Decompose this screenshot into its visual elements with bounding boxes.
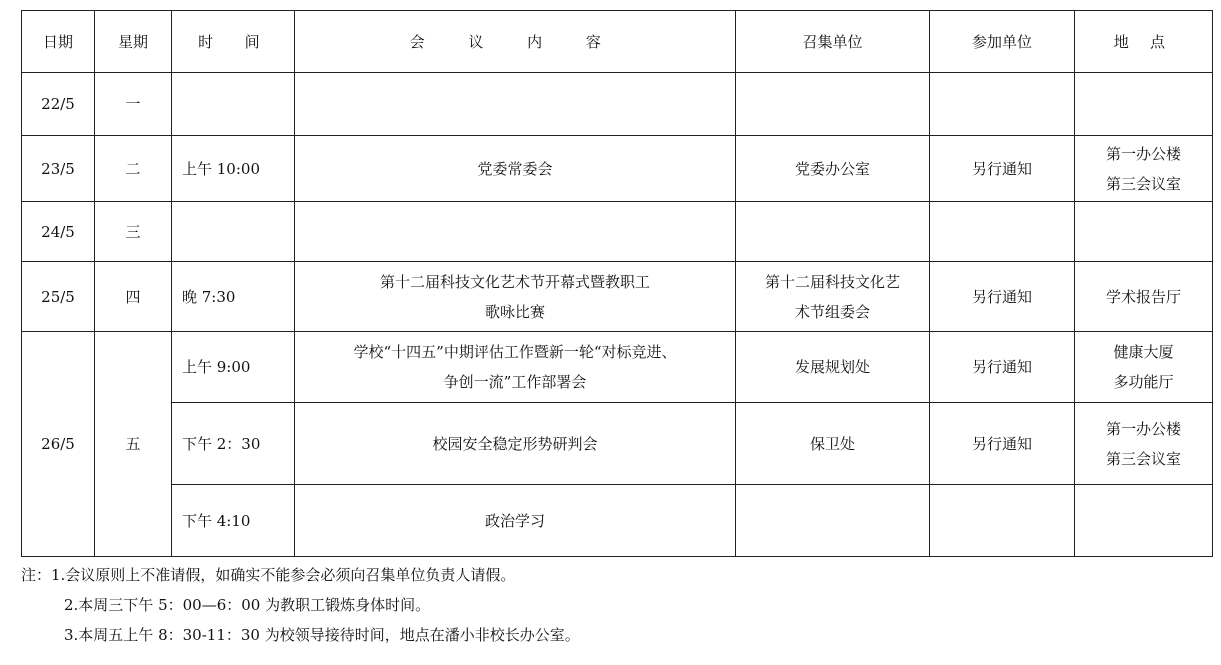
cell-convener: 发展规划处 bbox=[736, 332, 930, 403]
convener-line: 第十二届科技文化艺 bbox=[764, 272, 900, 291]
location-line: 第一办公楼 bbox=[1105, 144, 1181, 163]
header-content: 会 议 内 容 bbox=[295, 11, 736, 73]
cell-location bbox=[1075, 136, 1213, 202]
cell-date: 22/5 bbox=[22, 73, 95, 136]
cell-content: 校园安全稳定形势研判会 bbox=[295, 403, 736, 485]
header-location: 地 点 bbox=[1075, 11, 1213, 73]
cell-time: 上午 9:00 bbox=[172, 332, 295, 403]
cell-weekday: 五 bbox=[95, 332, 172, 557]
content-line: 学校“十四五”中期评估工作暨新一轮“对标竞进、 bbox=[353, 343, 677, 361]
header-convener: 召集单位 bbox=[736, 11, 930, 73]
cell-time: 下午 4:10 bbox=[172, 485, 295, 557]
table-row bbox=[22, 332, 1213, 403]
cell-content: 政治学习 bbox=[295, 485, 736, 557]
cell-attendees bbox=[930, 485, 1075, 557]
content-line: 第十二届科技文化艺术节开幕式暨教职工 bbox=[379, 272, 650, 291]
cell-location bbox=[1075, 332, 1213, 403]
location-line: 第一办公楼 bbox=[1105, 419, 1181, 438]
header-time: 时 间 bbox=[172, 11, 295, 73]
cell-location bbox=[1075, 403, 1213, 485]
cell-date: 24/5 bbox=[22, 202, 95, 262]
cell-weekday: 三 bbox=[95, 202, 172, 262]
cell-attendees: 另行通知 bbox=[930, 136, 1075, 202]
location-line: 多功能厅 bbox=[1113, 373, 1174, 391]
cell-location bbox=[1075, 485, 1213, 557]
content-line: 歌咏比赛 bbox=[484, 302, 545, 321]
header-weekday: 星期 bbox=[95, 11, 172, 73]
cell-content bbox=[295, 332, 736, 403]
cell-attendees: 另行通知 bbox=[930, 332, 1075, 403]
location-line: 第三会议室 bbox=[1105, 449, 1181, 468]
cell-location bbox=[1075, 202, 1213, 262]
table-row bbox=[22, 202, 1213, 262]
cell-date: 26/5 bbox=[22, 332, 95, 557]
location-line: 健康大厦 bbox=[1113, 343, 1174, 361]
cell-attendees bbox=[930, 202, 1075, 262]
cell-time: 晚 7:30 bbox=[172, 262, 295, 332]
cell-location bbox=[1075, 73, 1213, 136]
cell-convener: 党委办公室 bbox=[736, 136, 930, 202]
cell-content bbox=[295, 262, 736, 332]
cell-convener bbox=[736, 262, 930, 332]
cell-content bbox=[295, 202, 736, 262]
cell-weekday: 二 bbox=[95, 136, 172, 202]
header-attendees: 参加单位 bbox=[930, 11, 1075, 73]
cell-date: 25/5 bbox=[22, 262, 95, 332]
cell-time: 上午 10:00 bbox=[172, 136, 295, 202]
cell-content: 党委常委会 bbox=[295, 136, 736, 202]
table-row bbox=[22, 403, 1213, 485]
header-row bbox=[22, 11, 1213, 73]
content-line: 争创一流”工作部署会 bbox=[443, 373, 587, 391]
note-line-3: 3.本周五上午 8：30-11：30 为校领导接待时间，地点在潘小非校长办公室。 bbox=[64, 626, 580, 644]
location-line: 第三会议室 bbox=[1105, 174, 1181, 193]
cell-convener bbox=[736, 202, 930, 262]
cell-weekday: 四 bbox=[95, 262, 172, 332]
cell-content bbox=[295, 73, 736, 136]
cell-attendees: 另行通知 bbox=[930, 262, 1075, 332]
cell-date: 23/5 bbox=[22, 136, 95, 202]
cell-attendees: 另行通知 bbox=[930, 403, 1075, 485]
convener-line: 术节组委会 bbox=[794, 302, 870, 321]
cell-time: 下午 2：30 bbox=[172, 403, 295, 485]
cell-convener bbox=[736, 73, 930, 136]
cell-location: 学术报告厅 bbox=[1075, 262, 1213, 332]
table-row bbox=[22, 262, 1213, 332]
cell-convener: 保卫处 bbox=[736, 403, 930, 485]
table-row bbox=[22, 485, 1213, 557]
meeting-schedule-table bbox=[21, 10, 1213, 557]
cell-attendees bbox=[930, 73, 1075, 136]
cell-time bbox=[172, 73, 295, 136]
table-row bbox=[22, 136, 1213, 202]
table-row bbox=[22, 73, 1213, 136]
note-line-2: 2.本周三下午 5：00—6：00 为教职工锻炼身体时间。 bbox=[64, 596, 431, 614]
cell-time bbox=[172, 202, 295, 262]
notes-section bbox=[21, 560, 580, 650]
header-date: 日期 bbox=[22, 11, 95, 73]
cell-weekday: 一 bbox=[95, 73, 172, 136]
cell-convener bbox=[736, 485, 930, 557]
note-line-1: 注：1.会议原则上不准请假，如确实不能参会必须向召集单位负责人请假。 bbox=[21, 566, 516, 584]
